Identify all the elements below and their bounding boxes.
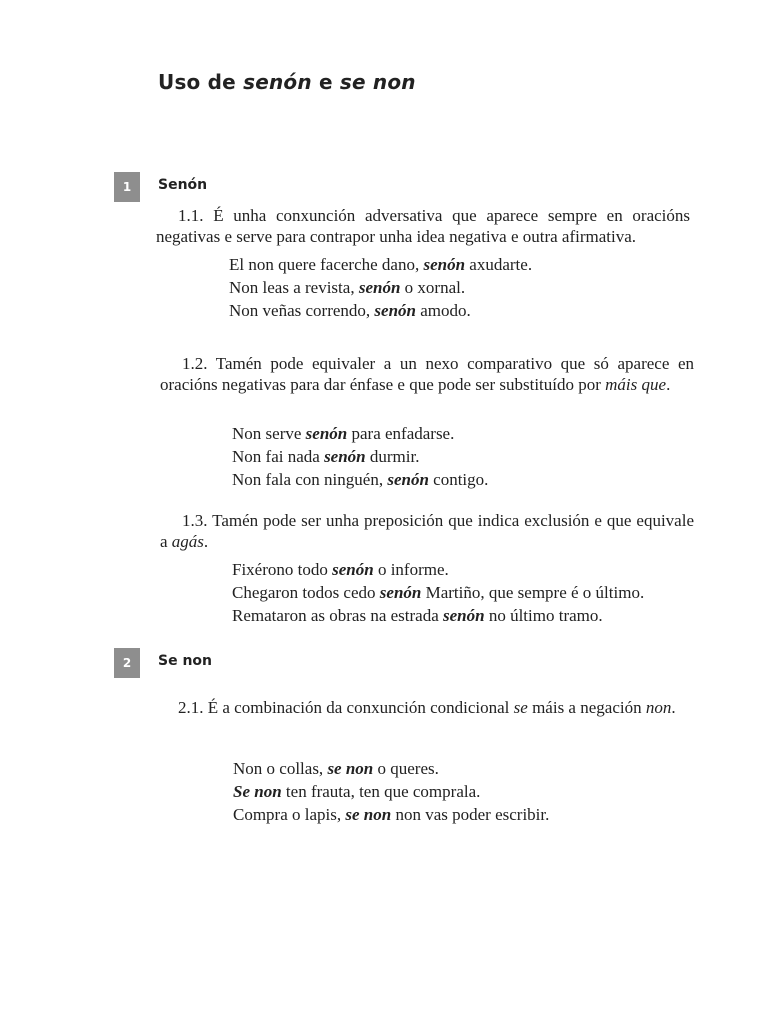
title-prefix: Uso de [158, 70, 244, 94]
example-line: Non o collas, se non o queres. [233, 759, 439, 778]
paragraph-1-2: 1.2. Tamén pode equivaler a un nexo comparativo que só aparece en oracións negativas para dar énfase e que pode ser substituído por máis que. [160, 354, 694, 394]
page-title [158, 70, 416, 94]
section-number-badge: 1 [114, 172, 140, 202]
example-line: Compra o lapis, se non non vas poder escribir. [233, 805, 550, 824]
paragraph-1-3: 1.3. Tamén pode ser unha preposición que indica exclusión e que equivale a agás. [160, 511, 694, 551]
example-line: Non veñas correndo, senón amodo. [229, 301, 471, 320]
examples-1-3 [232, 558, 644, 627]
example-line: Non fala con ninguén, senón contigo. [232, 470, 489, 489]
example-line: Chegaron todos cedo senón Martiño, que sempre é o último. [232, 583, 645, 602]
example-line: Se non ten frauta, ten que comprala. [233, 782, 481, 801]
examples-1-1 [229, 253, 532, 322]
title-conj: e [311, 70, 340, 94]
example-line: Fixérono todo senón o informe. [232, 560, 449, 579]
section-heading: Se non [158, 653, 213, 669]
paragraph-2-1: 2.1. É a combinación da conxunción condicional se máis a negación non. [178, 698, 676, 717]
examples-2-1 [233, 757, 549, 826]
example-line: Non serve senón para enfadarse. [232, 424, 455, 443]
paragraph-text: 1.1. É unha conxunción adversativa que aparece sempre en oracións negativas e serve para contrapor unha idea negativa e outra afirmativa. [156, 206, 690, 246]
paragraph-1-1 [156, 205, 690, 247]
example-line: Remataron as obras na estrada senón no último tramo. [232, 606, 603, 625]
title-term-senon: senón [243, 70, 312, 94]
title-term-se-non: se non [339, 70, 416, 94]
example-line: Non leas a revista, senón o xornal. [229, 278, 466, 297]
examples-1-2 [232, 422, 488, 491]
example-line: Non fai nada senón durmir. [232, 447, 420, 466]
section-number-badge: 2 [114, 648, 140, 678]
section-heading: Senón [158, 177, 208, 193]
example-line: El non quere facerche dano, senón axudarte. [229, 255, 533, 274]
